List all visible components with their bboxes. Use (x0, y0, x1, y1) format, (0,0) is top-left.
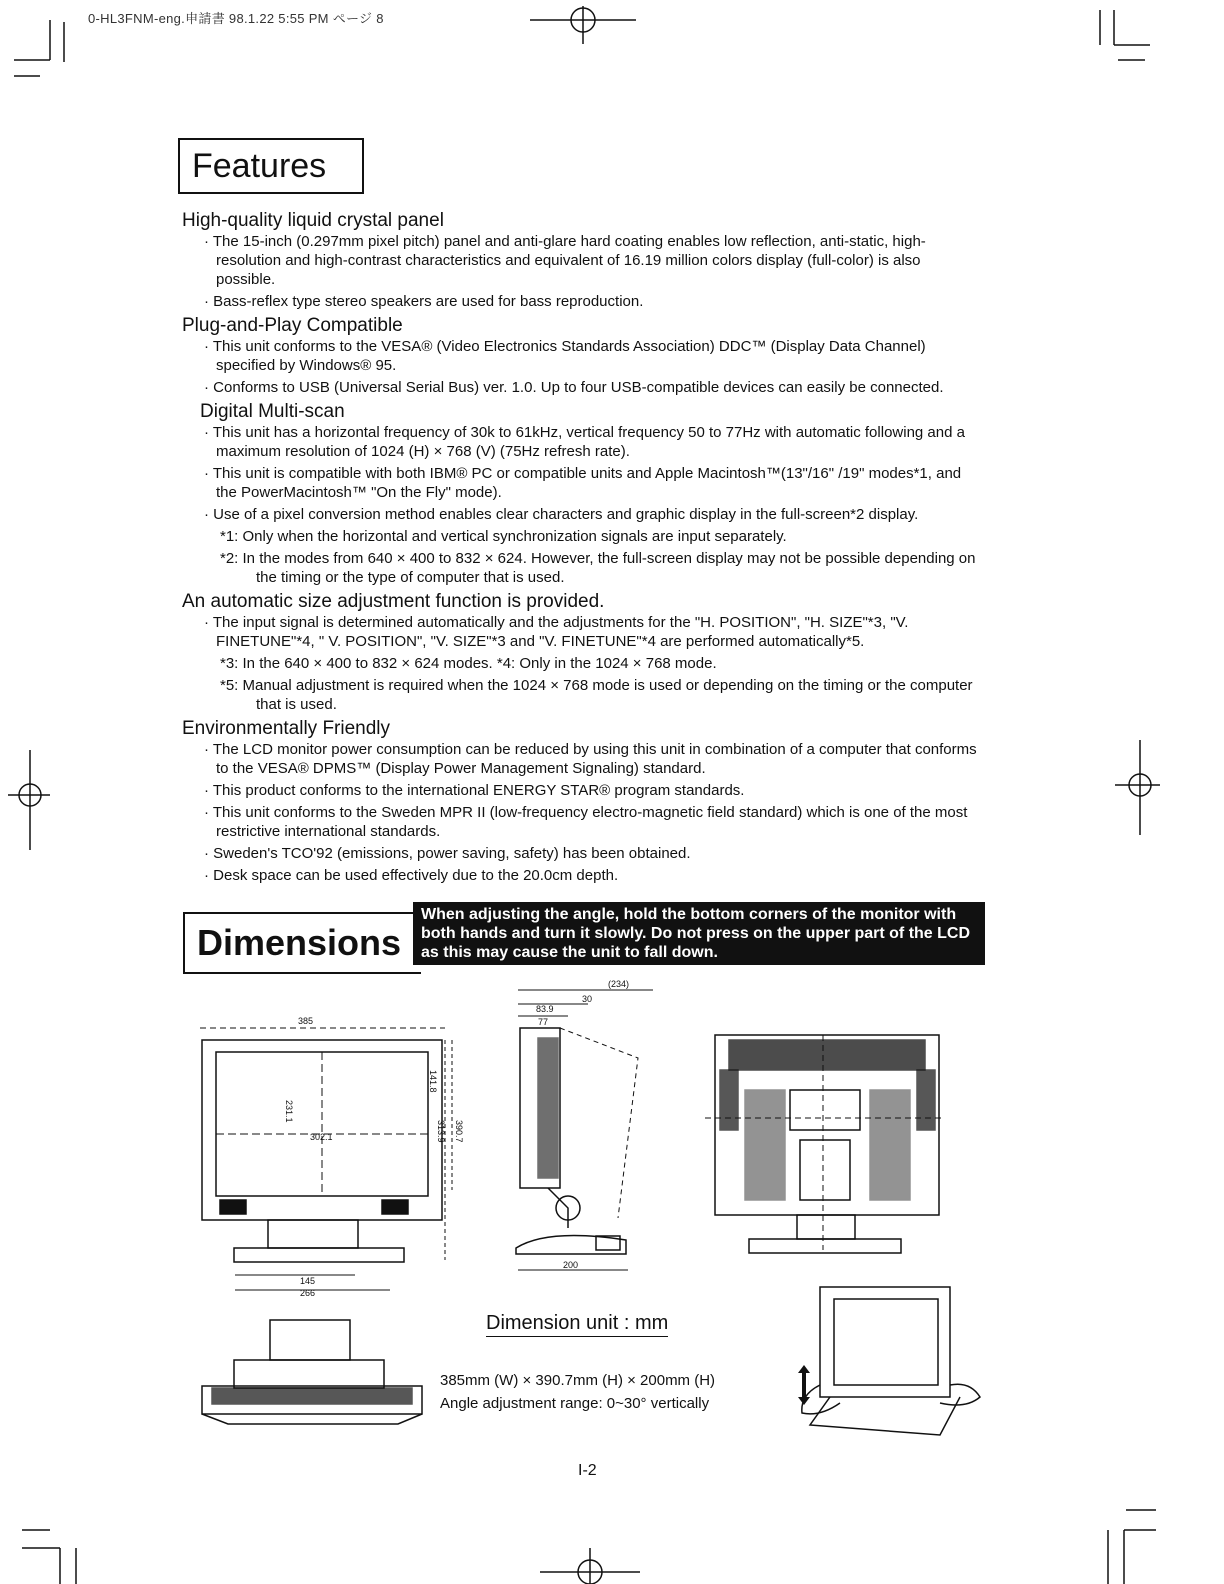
side-depth-label: (234) (608, 979, 630, 989)
front-height-label-3: 390.7 (454, 1120, 464, 1143)
front-base-label-1: 145 (300, 1276, 316, 1286)
section-heading-auto-adjust: An automatic size adjustment function is provided. (182, 591, 605, 612)
list-item: · The 15-inch (0.297mm pixel pitch) panel and anti-glare hard coating enables low reflection, anti-static, high-resolution and high-contrast characteristics and equivalent of 16.19 million colors display (full-color) is also possible. (204, 233, 926, 288)
angle-warning: When adjusting the angle, hold the bottom corners of the monitor with both hands and turn it slowly. Do not press on the upper part of the LCD as this may cause the unit to fall down. (413, 902, 985, 965)
front-view-drawing (190, 1010, 480, 1300)
front-width-label: 385 (298, 1016, 314, 1026)
footnote: *3: In the 640 × 400 to 832 × 624 modes. *4: Only in the 1024 × 768 mode. (220, 655, 717, 672)
features-section (182, 206, 982, 888)
side-view-drawing (508, 978, 668, 1278)
top-view-drawing (198, 1318, 428, 1428)
angle-adjust-illustration (790, 1285, 990, 1455)
rear-view-drawing (705, 1030, 945, 1260)
section-heading-panel: High-quality liquid crystal panel (182, 210, 444, 231)
list-item: · Conforms to USB (Universal Serial Bus) ver. 1.0. Up to four USB-compatible devices can easily be connected. (204, 379, 944, 396)
footnote: *1: Only when the horizontal and vertical synchronization signals are input separately. (220, 528, 787, 545)
front-base-label-2: 266 (300, 1288, 316, 1298)
dimensions-title: Dimensions (183, 912, 421, 974)
front-screen-width-label: 302.1 (310, 1132, 333, 1142)
section-heading-environment: Environmentally Friendly (182, 718, 391, 739)
front-height-label-1: 141.8 (428, 1070, 438, 1093)
front-height-label-2: 313.9 (436, 1120, 446, 1143)
list-item: · The input signal is determined automatically and the adjustments for the "H. POSITION", "H. SIZE"*3, "V. FINETUNE"*4, " V. POSITION", "V. SIZE"*3 and "V. FINETUNE"*4 are performed automatically*5. (204, 614, 909, 650)
spec-size: 385mm (W) × 390.7mm (H) × 200mm (H) (440, 1372, 716, 1389)
list-item: · This product conforms to the international ENERGY STAR® program standards. (204, 782, 745, 799)
list-item: · This unit conforms to the Sweden MPR II (low-frequency electro-magnetic field standard) which is one of the most restrictive international standards. (204, 804, 968, 840)
spec-angle: Angle adjustment range: 0~30° vertically (440, 1395, 710, 1412)
list-item: · Bass-reflex type stereo speakers are used for bass reproduction. (204, 293, 644, 310)
section-heading-multiscan: Digital Multi-scan (200, 401, 345, 422)
footnote: *5: Manual adjustment is required when the 1024 × 768 mode is used or depending on the timing or the computer that is used. (220, 677, 973, 713)
list-item: · Sweden's TCO'92 (emissions, power saving, safety) has been obtained. (204, 845, 691, 862)
page-number: I-2 (578, 1462, 597, 1479)
side-angle-label: 30 (582, 994, 593, 1004)
list-item: · Desk space can be used effectively due to the 20.0cm depth. (204, 867, 619, 884)
list-item: · The LCD monitor power consumption can be reduced by using this unit in combination of a computer that conforms to the VESA® DPMS™ (Display Power Management Signaling) standard. (204, 741, 977, 777)
list-item: · This unit has a horizontal frequency of 30k to 61kHz, vertical frequency 50 to 77Hz with automatic following and a maximum resolution of 1024 (H) × 768 (V) (75Hz refresh rate). (204, 424, 965, 460)
list-item: · This unit is compatible with both IBM® PC or compatible units and Apple Macintosh™(13"/16" /19" modes*1, and the PowerMacintosh™ "On the Fly" mode). (204, 465, 962, 501)
file-header: 0-HL3FNM-eng.申請書 98.1.22 5:55 PM ページ 8 (88, 11, 384, 26)
footnote: *2: In the modes from 640 × 400 to 832 × 624. However, the full-screen display may not be possible depending on the timing or the type of computer that is used. (220, 550, 976, 586)
features-title: Features (178, 138, 364, 194)
section-heading-plug-and-play: Plug-and-Play Compatible (182, 315, 403, 336)
front-screen-height-label: 231.1 (284, 1100, 294, 1123)
side-dim-label-1: 83.9 (536, 1004, 554, 1014)
dimension-unit-label: Dimension unit : mm (486, 1312, 668, 1337)
side-base-label: 200 (563, 1260, 579, 1270)
side-dim-label-2: 77 (538, 1017, 549, 1027)
list-item: · Use of a pixel conversion method enables clear characters and graphic display in the full-screen*2 display. (204, 506, 919, 523)
list-item: · This unit conforms to the VESA® (Video Electronics Standards Association) DDC™ (Display Data Channel) specified by Windows® 95. (204, 338, 926, 374)
